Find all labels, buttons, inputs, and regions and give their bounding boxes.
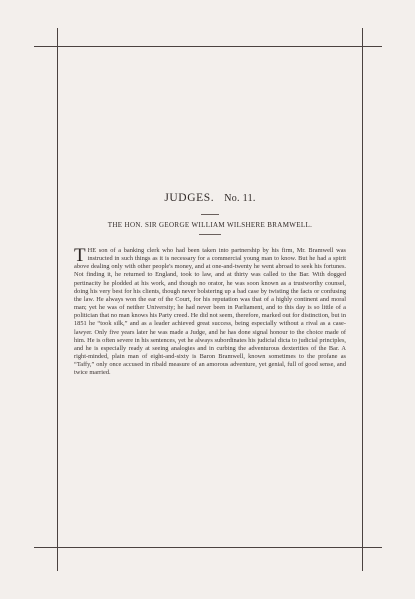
- subtitle-divider: [199, 234, 221, 235]
- article-body: [74, 247, 346, 378]
- article-text: HE son of a banking clerk who had been taken into partnership by his firm, Mr. Bramwell was instructed in such things as it is necessary for a commercial young man to know. But he had a spirit above dealing only with other people's money, and at one-and-twenty he went abroad to seek his fortunes. Not finding it, he returned to England, took to law, and at thirty was called to the Bar. With dogged pertinacity he plodded at his work, and though no orator, he was soon known as a trustworthy counsel, doing his very best for his clients, though never bolstering up a bad case by twisting the facts or confusing the law. He always won the ear of the Court, for his reputation was that of a highly continent and moral man; yet he was of neither University; he had never been in Parliament, and to this day is so little of a politician that no man knows his Party creed. He did not seem, therefore, marked out for distinction, but in 1851 he “took silk,” and as a leader achieved great success, being especially without a rival as a case-lawyer. Only five years later he was made a Judge, and he has done signal honour to the choice made of him. He is often severe in his sentences, yet he always subordinates his judicial dicta to judicial principles, and he is especially ready at seeing analogies and in curbing the adventurous dexterities of the Bar. A right-minded, plain man of eight-and-sixty is Baron Bramwell, known sometimes to the profane as “Taffy,” only once accused in ribald measure of an amorous adventure, yet genial, full of good sense, and twice married.: [74, 247, 346, 377]
- bottom-border-rule: [34, 547, 382, 548]
- page-title: [58, 192, 362, 204]
- title-divider: [201, 214, 219, 215]
- title-text: JUDGES.: [164, 192, 215, 204]
- subtitle: THE HON. SIR GEORGE WILLIAM WILSHERE BRAMWELL.: [107, 221, 313, 229]
- title-number: No. 11.: [224, 193, 256, 204]
- drop-cap: T: [74, 245, 86, 266]
- top-border-rule: [34, 46, 382, 47]
- left-border-rule: [57, 28, 58, 571]
- right-border-rule: [362, 28, 363, 571]
